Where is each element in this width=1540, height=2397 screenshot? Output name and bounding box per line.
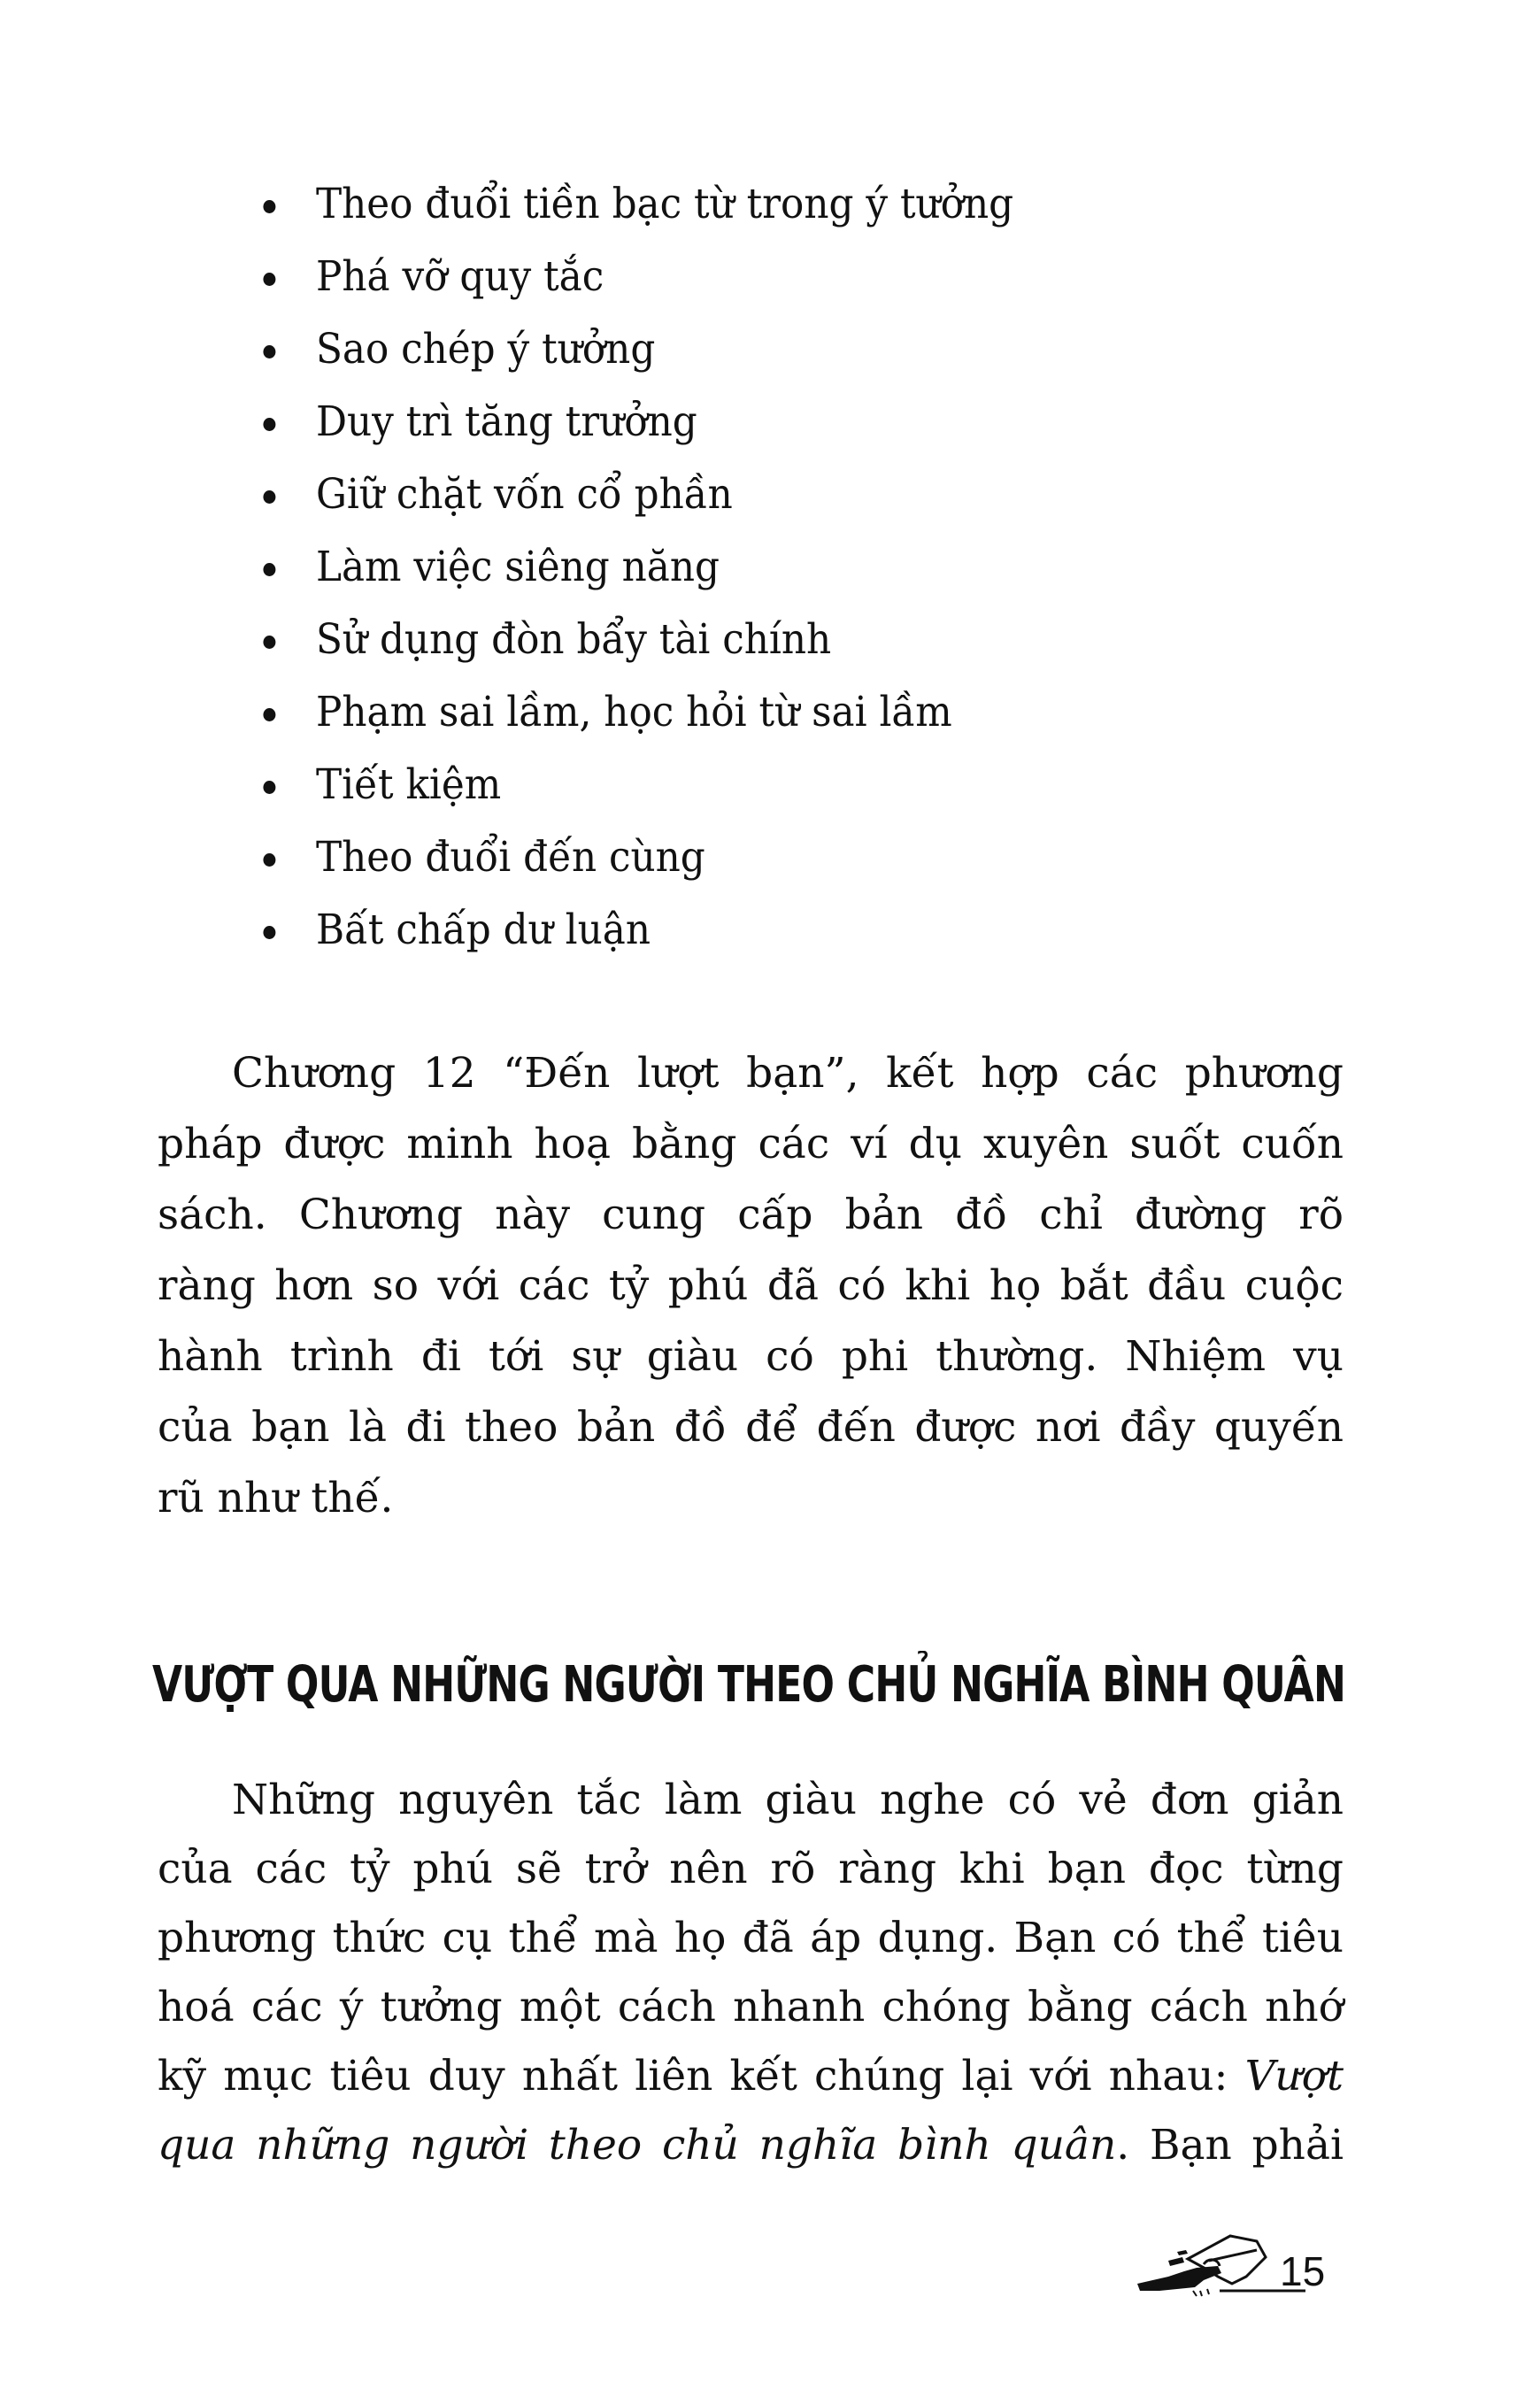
paragraph-line: hành trình đi tới sự giàu có phi thường. Nhiệm vụ: [158, 1332, 1344, 1381]
bullet-icon: [263, 490, 275, 504]
bullet-icon: [263, 418, 275, 431]
paragraph-line: Chương 12 “Đến lượt bạn”, kết hợp các phương: [232, 1049, 1344, 1098]
paragraph-line: [158, 2050, 1344, 2103]
bullet-text: Phạm sai lầm, học hỏi từ sai lầm: [315, 688, 952, 736]
bullet-text: Sử dụng đòn bẩy tài chính: [315, 615, 832, 664]
section-heading: VƯỢT QUA NHỮNG NGƯỜI THEO CHỦ NGHĨA BÌNH QUÂN: [152, 1656, 1346, 1714]
italic-emphasis: Vượt: [1244, 2052, 1344, 2100]
paragraph-line: [158, 2119, 1344, 2172]
page-footer: [1133, 2222, 1345, 2301]
bullet-icon: [263, 200, 275, 213]
paragraph-text: . Bạn phải: [1116, 2121, 1344, 2170]
paragraph-line: hoá các ý tưởng một cách nhanh chóng bằng cách nhớ: [158, 1983, 1344, 2031]
paragraph-line: của các tỷ phú sẽ trở nên rõ ràng khi bạn đọc từng: [158, 1845, 1344, 1893]
paragraph-line: ràng hơn so với các tỷ phú đã có khi họ bắt đầu cuộc: [158, 1261, 1344, 1310]
italic-emphasis: qua những người theo chủ nghĩa bình quân: [158, 2121, 1117, 2170]
bullet-text: Theo đuổi tiền bạc từ trong ý tưởng: [315, 180, 1014, 228]
bullet-icon: [263, 273, 275, 286]
paragraph-line: của bạn là đi theo bản đồ để đến được nơi đầy quyến: [158, 1403, 1344, 1452]
bullet-text: Tiết kiệm: [315, 760, 502, 809]
bullet-icon: [263, 781, 275, 794]
bullet-text: Bất chấp dư luận: [315, 906, 651, 954]
bullet-icon: [263, 345, 275, 358]
bullet-text: Duy trì tăng trưởng: [315, 397, 697, 446]
bullet-icon: [263, 926, 275, 939]
paragraph-line: rũ như thế.: [158, 1474, 394, 1522]
bullet-icon: [263, 563, 275, 576]
paragraph-line: Những nguyên tắc làm giàu nghe có vẻ đơn giản: [232, 1776, 1344, 1824]
bullet-text: Giữ chặt vốn cổ phần: [315, 470, 733, 519]
paragraph-line: pháp được minh hoạ bằng các ví dụ xuyên suốt cuốn: [158, 1120, 1344, 1168]
bullet-icon: [263, 708, 275, 721]
bullet-text: Sao chép ý tưởng: [315, 325, 656, 374]
page-number: 15: [1280, 2248, 1326, 2294]
paragraph-line: sách. Chương này cung cấp bản đồ chỉ đường rõ: [158, 1191, 1344, 1239]
bullet-text: Theo đuổi đến cùng: [315, 833, 705, 882]
bullet-icon: [263, 853, 275, 867]
paragraph-line: phương thức cụ thể mà họ đã áp dụng. Bạn có thể tiêu: [158, 1914, 1344, 1962]
bullet-text: Làm việc siêng năng: [315, 543, 720, 591]
paragraph-text: kỹ mục tiêu duy nhất liên kết chúng lại với nhau:: [158, 2052, 1228, 2100]
bullet-text: Phá vỡ quy tắc: [315, 252, 604, 301]
bullet-icon: [263, 636, 275, 649]
